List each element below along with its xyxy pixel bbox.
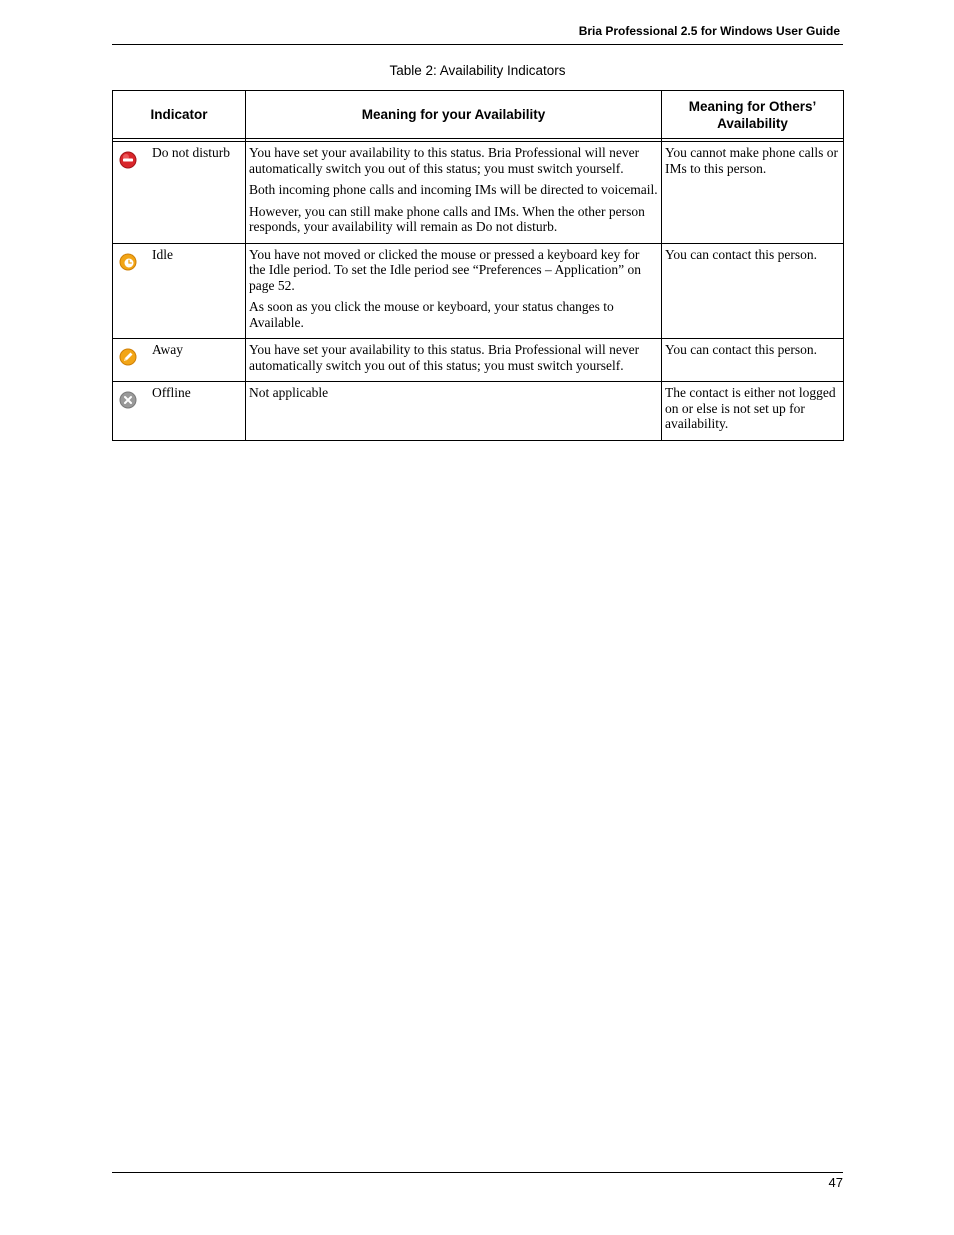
others-availability-cell: You cannot make phone calls or IMs to this person. (662, 142, 844, 244)
offline-x-icon (119, 391, 137, 409)
paragraph: However, you can still make phone calls and IMs. When the other person responds, your availability will remain as Do not disturb. (249, 203, 645, 234)
table-caption: Table 2: Availability Indicators (389, 63, 566, 78)
idle-clock-icon (119, 253, 137, 271)
paragraph: You have not moved or clicked the mouse or pressed a keyboard key for the Idle period. To set the Idle period see “Preferences – Application” on page 52. (249, 246, 642, 293)
table-header-row (113, 91, 844, 139)
paragraph: Not applicable (249, 385, 329, 400)
table-row (113, 339, 844, 382)
others-availability-cell: You can contact this person. (662, 339, 844, 382)
column-header-your-availability: Meaning for your Availability (246, 91, 662, 139)
availability-table (112, 90, 844, 441)
column-header-others-availability: Meaning for Others’ Availability (662, 91, 844, 139)
table-row (113, 243, 844, 339)
paragraph: As soon as you click the mouse or keyboard, your status changes to Available. (249, 299, 614, 330)
paragraph: You have set your availability to this status. Bria Professional will never automatically switch you out of this status; you must switch yourself. (249, 342, 640, 373)
away-pencil-icon (119, 348, 137, 366)
table-row (113, 382, 844, 441)
paragraph: You have set your availability to this status. Bria Professional will never automatically switch you out of this status; you must switch yourself. (249, 145, 640, 176)
indicator-label: Do not disturb (152, 145, 231, 160)
running-header: Bria Professional 2.5 for Windows User Guide (578, 24, 840, 38)
indicator-label: Away (152, 342, 184, 357)
indicator-label: Offline (152, 385, 191, 400)
your-availability-cell (246, 142, 662, 244)
paragraph: Both incoming phone calls and incoming IMs will be directed to voicemail. (249, 182, 658, 197)
others-availability-cell: You can contact this person. (662, 243, 844, 339)
indicator-cell (113, 382, 246, 441)
indicator-cell (113, 243, 246, 339)
table-row (113, 142, 844, 244)
indicator-label: Idle (152, 246, 173, 262)
footer-rule (112, 1172, 843, 1173)
page-number: 47 (828, 1175, 843, 1190)
your-availability-cell (246, 382, 662, 441)
your-availability-cell (246, 339, 662, 382)
do-not-disturb-icon (119, 151, 137, 169)
header-rule (112, 44, 843, 45)
indicator-cell (113, 142, 246, 244)
your-availability-cell (246, 243, 662, 339)
column-header-indicator: Indicator (113, 91, 246, 139)
indicator-cell (113, 339, 246, 382)
others-availability-cell: The contact is either not logged on or else is not set up for availability. (662, 382, 844, 441)
